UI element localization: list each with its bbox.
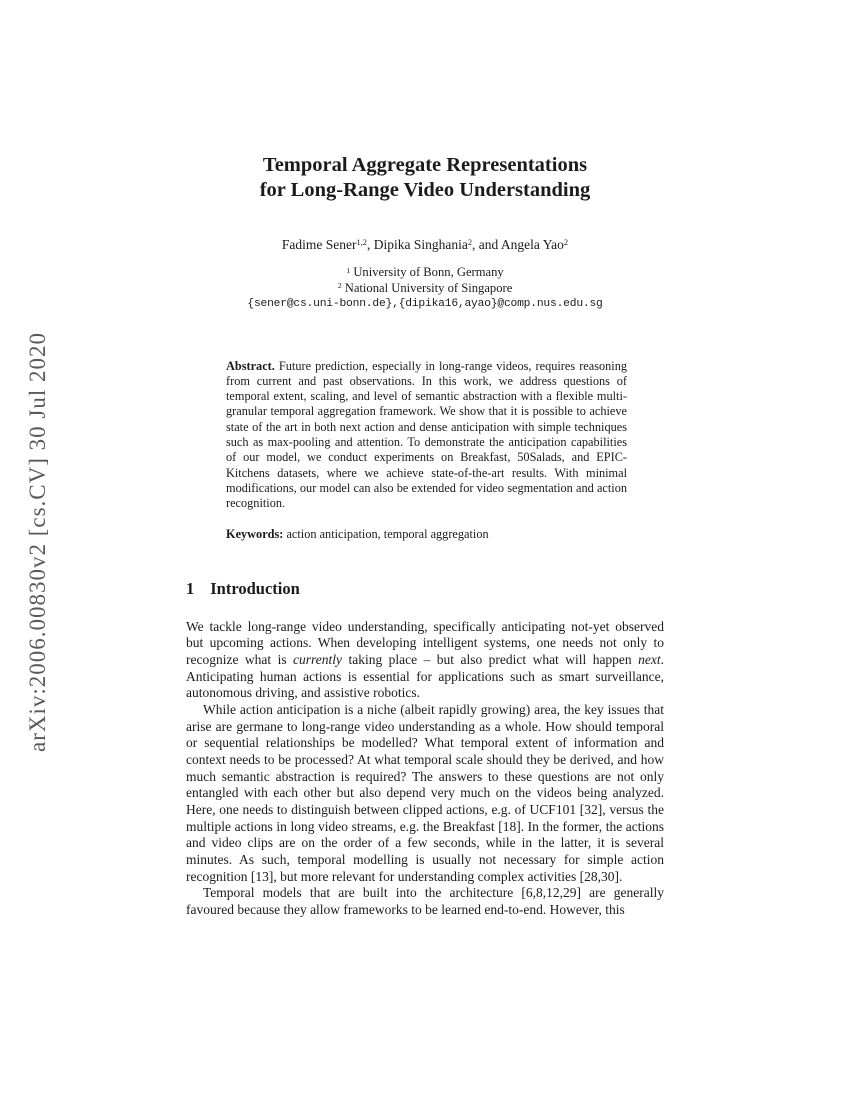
- author-name: Angela Yao: [500, 237, 564, 252]
- affiliation-text: University of Bonn, Germany: [353, 265, 504, 279]
- paragraph-text: . Anticipating human actions is essential for applications such as smart surveillance, autonomous driving, and assistive robotics.: [186, 652, 664, 701]
- paper-title: [186, 153, 664, 203]
- author-emails: {sener@cs.uni-bonn.de},{dipika16,ayao}@comp.nus.edu.sg: [247, 298, 603, 310]
- keywords-label: Keywords:: [226, 527, 284, 542]
- affiliation-marker: 1: [346, 265, 351, 275]
- arxiv-watermark: arXiv:2006.00830v2 [cs.CV] 30 Jul 2020: [25, 331, 50, 753]
- abstract-text: Future prediction, especially in long-range videos, requires reasoning from current and past observations. In this work, we address questions of temporal extent, scaling, and level of semantic abstraction with a flexible multi-granular temporal aggregation framework. We show that it is possible to achieve state of the art in both next action and dense anticipation with simple techniques such as max-pooling and attention. To demonstrate the anticipation capabilities of our model, we conduct experiments on Breakfast, 50Salads, and EPIC-Kitchens datasets, where we achieve state-of-the-art results. With minimal modifications, our model can also be extended for video segmentation and action recognition.: [226, 358, 628, 511]
- title-line-1: Temporal Aggregate Representations: [262, 154, 588, 176]
- italic-word: currently: [293, 652, 343, 668]
- author-name: Fadime Sener: [281, 237, 357, 252]
- intro-paragraph-3: Temporal models that are built into the architecture [6,8,12,29] are generally favoured because they allow frameworks to be learned end-to-end. However, this: [186, 885, 664, 917]
- abstract-section: [226, 359, 627, 512]
- affiliation-marker: 2: [337, 281, 342, 290]
- author-name: Dipika Singhania: [373, 237, 468, 252]
- keywords-text: action anticipation, temporal aggregation: [286, 527, 489, 542]
- affiliation-list: [186, 265, 664, 313]
- paragraph-text: We tackle long-range video understanding, specifically anticipating not-yet observed but upcoming actions. When developing intelligent systems, one needs not only to recognize what is: [186, 618, 664, 668]
- affiliation-item: [186, 281, 664, 297]
- author-affiliation-marker: 1,2: [356, 238, 367, 248]
- title-line-2: for Long-Range Video Understanding: [259, 179, 591, 201]
- affiliation-item: [186, 265, 664, 281]
- intro-paragraph-2: While action anticipation is a niche (albeit rapidly growing) area, the key issues that arise are germane to long-range video understanding as a whole. How should temporal or sequential relationships be modelled? What temporal extent of information and context needs to be processed? At what temporal scale should they be derived, and how much semantic abstraction is required? The answers to these questions are not only entangled with each other but also depend very much on the videos being analyzed. Here, one needs to distinguish between clipped actions, e.g. of UCF101 [32], versus the multiple actions in long video streams, e.g. the Breakfast [18]. In the former, the actions and video clips are on the order of a few seconds, while in the latter, it is several minutes. As such, temporal modelling is usually not necessary for simple action recognition [13], but more relevant for understanding complex activities [28,30].: [186, 702, 664, 884]
- author-affiliation-marker: 2: [563, 238, 569, 248]
- section-title: Introduction: [210, 578, 300, 598]
- paper-content: [186, 0, 664, 919]
- author-line: [186, 237, 664, 253]
- intro-paragraph-1: [186, 619, 664, 702]
- author-separator: , and: [472, 237, 501, 252]
- section-number: 1: [186, 578, 195, 598]
- affiliation-text: National University of Singapore: [344, 280, 513, 295]
- author-separator: ,: [366, 237, 374, 252]
- abstract-label: Abstract.: [226, 358, 275, 373]
- author-affiliation-marker: 2: [467, 238, 473, 248]
- keywords-line: [226, 527, 627, 542]
- section-heading-introduction: [186, 579, 664, 599]
- italic-word: next: [638, 652, 661, 668]
- paragraph-text: taking place – but also predict what will happen: [342, 652, 639, 668]
